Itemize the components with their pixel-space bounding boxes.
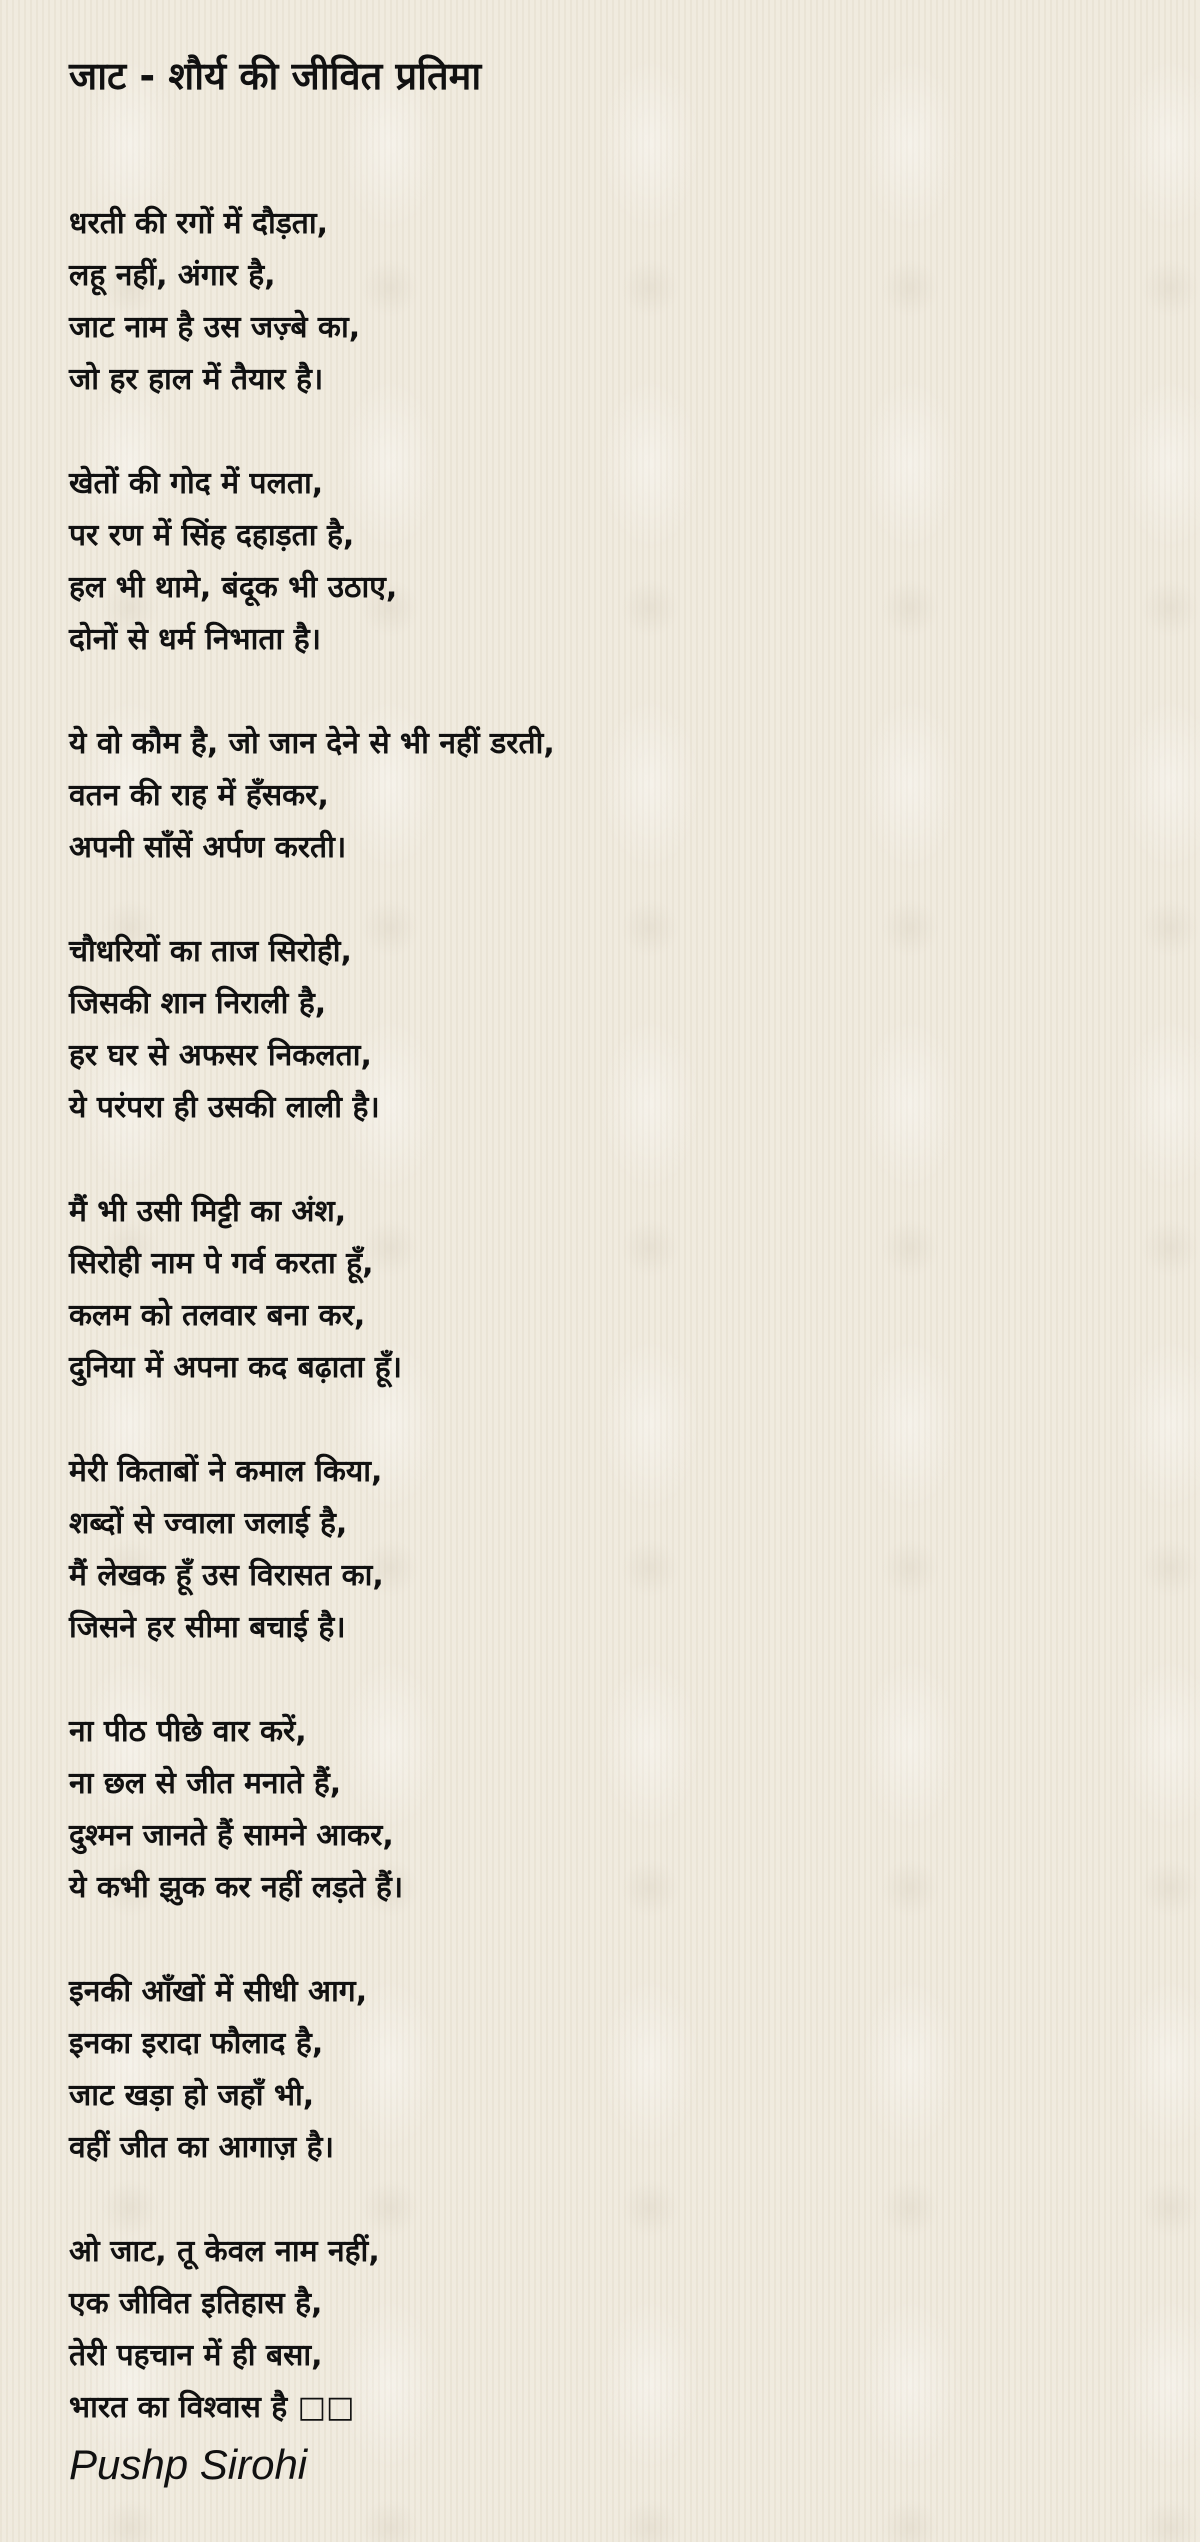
poem-line: मेरी किताबों ने कमाल किया,	[69, 1454, 383, 1489]
poem-line: ये वो कौम है, जो जान देने से भी नहीं डरती,	[69, 726, 555, 761]
poem-line: शब्दों से ज्वाला जलाई है,	[69, 1506, 348, 1541]
poem-body	[69, 198, 1149, 2434]
poem-line: भारत का विश्वास है □□	[69, 2390, 355, 2425]
poem-line: वतन की राह में हँसकर,	[69, 778, 329, 813]
poem-page	[69, 48, 1149, 2434]
poem-line: ना पीठ पीछे वार करें,	[69, 1714, 307, 1749]
poem-line: ये कभी झुक कर नहीं लड़ते हैं।	[69, 1870, 404, 1905]
poem-line: इनकी आँखों में सीधी आग,	[69, 1974, 368, 2009]
poem-line: मैं लेखक हूँ उस विरासत का,	[69, 1558, 384, 1593]
poem-line: ओ जाट, तू केवल नाम नहीं,	[69, 2234, 380, 2269]
poem-line: तेरी पहचान में ही बसा,	[69, 2338, 323, 2373]
poem-line: ये परंपरा ही उसकी लाली है।	[69, 1090, 380, 1125]
stanza-break	[69, 666, 1149, 718]
stanza-break	[69, 2174, 1149, 2226]
author-name: Pushp Sirohi	[69, 2441, 308, 2488]
poem-line: जिसकी शान निराली है,	[69, 986, 327, 1021]
poem-line: एक जीवित इतिहास है,	[69, 2286, 323, 2321]
stanza-break	[69, 406, 1149, 458]
poem-title: जाट - शौर्य की जीवित प्रतिमा	[69, 54, 482, 98]
stanza-break	[69, 1394, 1149, 1446]
poem-line: हल भी थामे, बंदूक भी उठाए,	[69, 570, 398, 605]
poem-line: दोनों से धर्म निभाता है।	[69, 622, 322, 657]
poem-line: हर घर से अफसर निकलता,	[69, 1038, 372, 1073]
poem-line: दुनिया में अपना कद बढ़ाता हूँ।	[69, 1350, 402, 1385]
poem-line: कलम को तलवार बना कर,	[69, 1298, 366, 1333]
poem-line: चौधरियों का ताज सिरोही,	[69, 934, 352, 969]
poem-line: जिसने हर सीमा बचाई है।	[69, 1610, 346, 1645]
poem-line: धरती की रगों में दौड़ता,	[69, 206, 329, 241]
stanza-break	[69, 1654, 1149, 1706]
stanza-break	[69, 1134, 1149, 1186]
poem-line: लहू नहीं, अंगार है,	[69, 258, 276, 293]
poem-line: पर रण में सिंह दहाड़ता है,	[69, 518, 355, 553]
poem-line: जाट खड़ा हो जहाँ भी,	[69, 2078, 315, 2113]
poem-line: ना छल से जीत मनाते हैं,	[69, 1766, 342, 1801]
stanza-break	[69, 1914, 1149, 1966]
poem-line: इनका इरादा फौलाद है,	[69, 2026, 324, 2061]
poem-line: दुश्मन जानते हैं सामने आकर,	[69, 1818, 394, 1853]
poem-line: वहीं जीत का आगाज़ है।	[69, 2130, 334, 2165]
stanza-break	[69, 874, 1149, 926]
poem-line: मैं भी उसी मिट्टी का अंश,	[69, 1194, 347, 1229]
poem-line: सिरोही नाम पे गर्व करता हूँ,	[69, 1246, 374, 1281]
poem-line: जाट नाम है उस जज़्बे का,	[69, 310, 361, 345]
poem-line: खेतों की गोद में पलता,	[69, 466, 324, 501]
poem-line: अपनी साँसें अर्पण करती।	[69, 830, 347, 865]
poem-line: जो हर हाल में तैयार है।	[69, 362, 324, 397]
